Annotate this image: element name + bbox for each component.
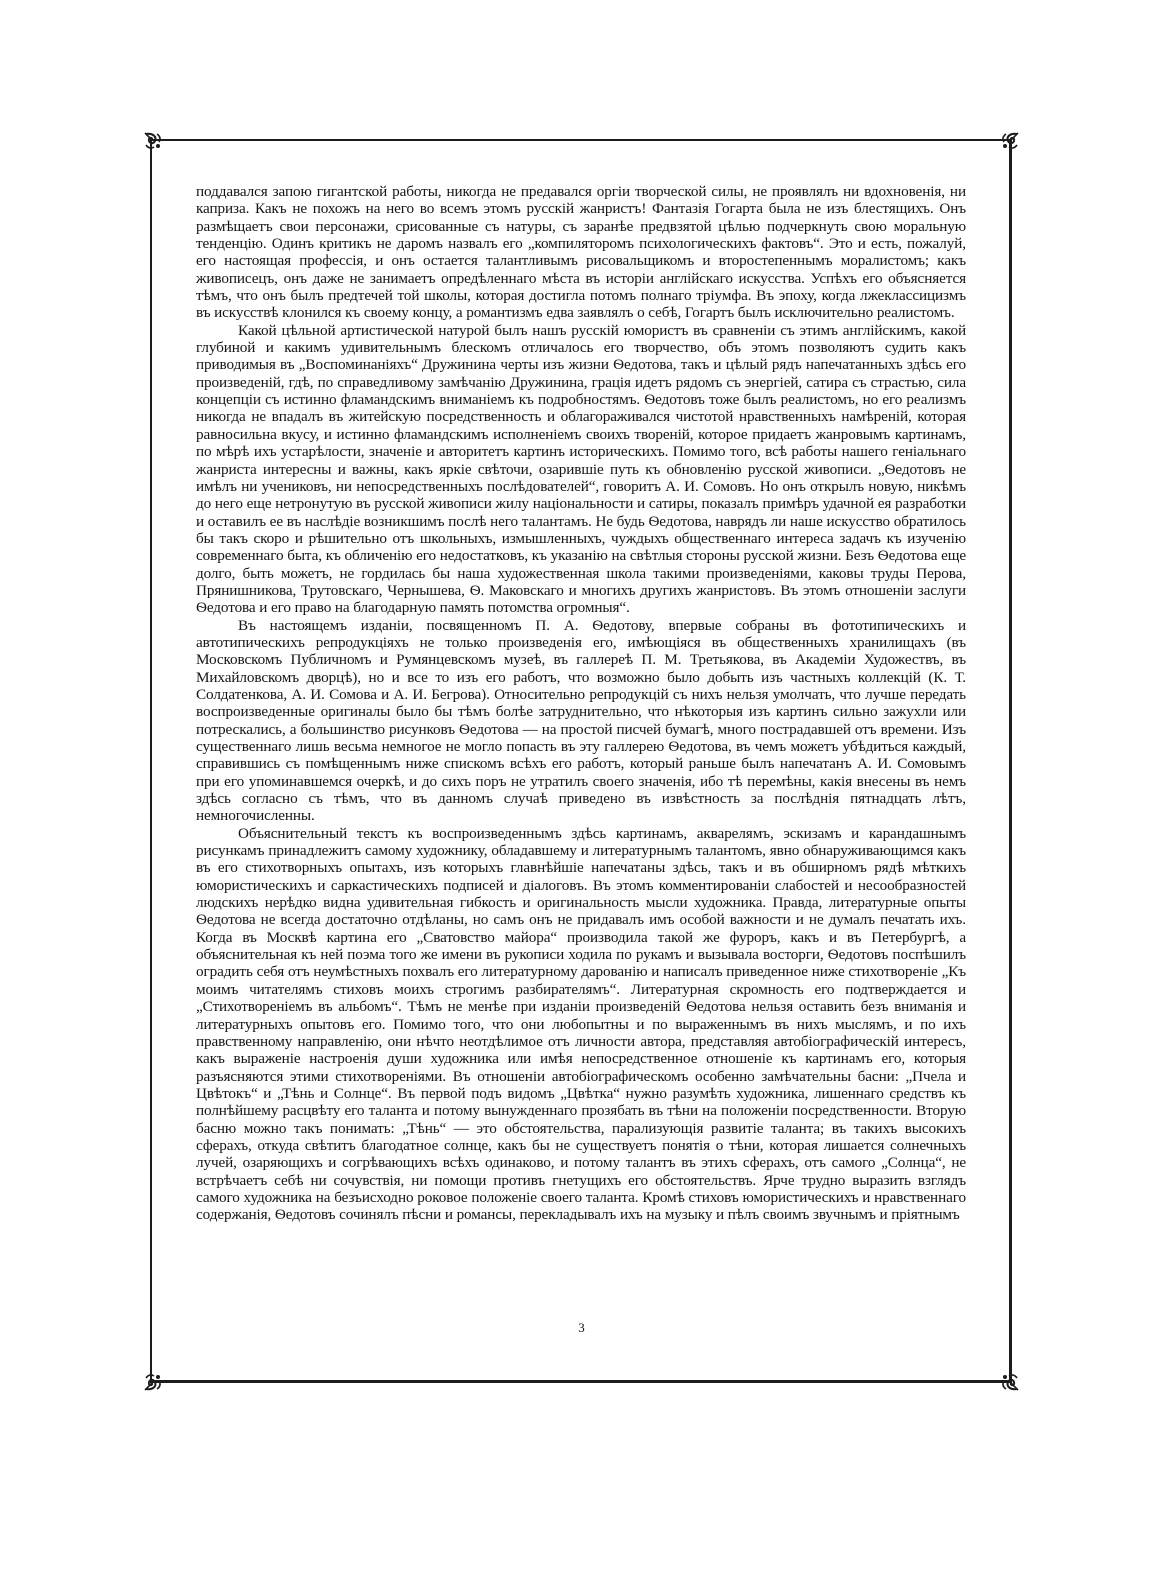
corner-ornament-icon <box>143 131 165 153</box>
corner-ornament-icon <box>998 131 1020 153</box>
paragraph: Объяснительный текстъ къ воспроизведеннымъ здѣсь картинамъ, акварелямъ, эскизамъ и карандашнымъ рисункамъ принадлежитъ самому художнику, обладавшему и литературнымъ талантомъ, явно обнаруживающимся какъ въ его стихотворныхъ опытахъ, изъ которыхъ главнѣйшiе напечатаны здѣсь, такъ и въ обширномъ рядѣ мѣткихъ юмористическихъ и саркастическихъ подписей и дiалоговъ. Въ этомъ комментированiи слабостей и несообразностей людскихъ нерѣдко видна удивительная гибкость и оригинальность мысли художника. Правда, литературные опыты Ѳедотова не всегда достаточно отдѣланы, но самъ онъ не придавалъ имъ особой важности и не думалъ печатать ихъ. Когда въ Москвѣ картина его „Сватовство майора“ производила такой же фуроръ, какъ и въ Петербургѣ, а объяснительная къ ней поэма того же имени въ рукописи ходила по рукамъ и вызывала восторги, Ѳедотовъ поспѣшилъ оградить себя отъ неумѣстныхъ похвалъ его литературному дарованiю и написалъ приведенное ниже стихотворенiе „Къ моимъ читателямъ стиховъ моихъ строгимъ разбирателямъ“. Литературная скромность его подтверждается и „Стихотворенiемъ въ альбомъ“. Тѣмъ не менѣе при изданiи произведенiй Ѳедотова нельзя оставить безъ вниманiя и литературныхъ опытовъ его. Помимо того, что они любопытны и по выраженнымъ въ нихъ мыслямъ, и по ихъ правственному направленiю, они нѣчто неотдѣлимое отъ личности автора, представляя автобiографическiй интересъ, какъ выраженiе настроенiя души художника или имѣя непосредственное отношенiе къ картинамъ его, которыя разъясняются этими стихотворенiями. Въ отношенiи автобiографическомъ особенно замѣчательны басни: „Пчела и Цвѣтокъ“ и „Тѣнь и Солнце“. Въ первой подъ видомъ „Цвѣтка“ нужно разумѣть художника, лишеннаго средствъ къ полнѣйшему расцвѣту его таланта и потому вынужденнаго прозябать въ тѣни на положенiи посредственности. Вторую басню можно такъ понимать: „Тѣнь“ — это обстоятельства, парализующiя развитiе таланта; въ такихъ высокихъ сферахъ, откуда свѣтитъ благодатное солнце, какъ бы не существуетъ понятiя о тѣни, которая лишается солнечныхъ лучей, озаряющихъ и согрѣвающихъ всѣхъ одинаково, и потому талантъ въ этихъ сферахъ, отъ самого „Солнца“, не встрѣчаетъ себѣ ни сочувствiя, ни помощи противъ гнетущихъ его обстоятельствъ. Ярче трудно выразить взглядъ самого художника на безъисходно роковое положенiе своего таланта. Кромѣ стиховъ юмористическихъ и нравственнаго содержанiя, Ѳедотовъ сочинялъ пѣсни и романсы, перекладывалъ ихъ на музыку и пѣлъ своимъ звучнымъ и прiятнымъ <box>196 824 966 1224</box>
body-text <box>196 183 966 1328</box>
paragraph: Въ настоящемъ изданiи, посвященномъ П. А. Ѳедотову, впервые собраны въ фототипическихъ и автотипическихъ репродукцiяхъ не только произведенiя его, имѣющiяся въ общественныхъ хранилищахъ (въ Московскомъ Публичномъ и Румянцевскомъ музеѣ, въ галлереѣ П. М. Третьякова, въ Академiи Художествъ, въ Михайловскомъ дворцѣ), но и все то изъ его работъ, что возможно было добыть изъ частныхъ коллекцiй (К. Т. Солдатенкова, А. И. Сомова и А. И. Бегрова). Относительно репродукцiй съ нихъ нельзя умолчать, что лучше передать воспроизведенные оригиналы было бы тѣмъ болѣе затруднительно, что нѣкоторыя изъ картинъ сильно зажухли или потрескались, а большинство рисунковъ Ѳедотова — на простой писчей бумагѣ, много пострадавшей отъ времени. Изъ существеннаго лишь весьма немногое не могло попасть въ эту галлерею Ѳедотова, въ чемъ можетъ убѣдиться каждый, справившись съ помѣщеннымъ ниже спискомъ всѣхъ его работъ, который раньше былъ напечатанъ А. И. Сомовымъ при его упоминавшемся очеркѣ, и до сихъ поръ не утратилъ своего значенiя, ибо тѣ перемѣны, какiя внесены въ немъ здѣсь согласно съ тѣмъ, что въ данномъ случаѣ приведено въ извѣстность за послѣднiя пятнадцать лѣтъ, немногочисленны. <box>196 616 966 825</box>
page-number: 3 <box>578 1320 585 1335</box>
paragraph: Какой цѣльной артистической натурой былъ нашъ русскiй юмористъ въ сравненiи съ этимъ англiйскимъ, какой глубиной и какимъ удивительнымъ блескомъ отличалось его творчество, объ этомъ позволяютъ судить какъ приводимыя въ „Воспоминанiяхъ“ Дружинина черты изъ жизни Ѳедотова, такъ и цѣлый рядъ напечатанныхъ здѣсь его произведенiй, гдѣ, по справедливому замѣчанiю Дружинина, грацiя идетъ рядомъ съ энергiей, сатира съ страстью, сила концепцiи съ истинно фламандскимъ вниманiемъ къ подробностямъ. Ѳедотовъ тоже былъ реалистомъ, но его реализмъ никогда не впадалъ въ житейскую посредственность и облагораживался чистотой нравственныхъ намѣренiй, которая равносильна вкусу, и истинно фламандскимъ исполненiемъ своихъ творенiй, которое придаетъ жанровымъ картинамъ, по мѣрѣ ихъ устарѣлости, значенiе и авторитетъ картинъ историческихъ. Помимо того, всѣ работы нашего генiальнаго жанриста интересны и важны, какъ яркiе свѣточи, озарившiе путь къ обновленiю русской живописи. „Ѳедотовъ не имѣлъ ни учениковъ, ни непосредственныхъ послѣдователей“, говоритъ А. И. Сомовъ. Но онъ открылъ новую, никѣмъ до него еще нетронутую въ русской живописи жилу нацiональности и сатиры, показалъ примѣръ удачной ея разработки и оставилъ ее въ наслѣдiе возникшимъ послѣ него талантамъ. Не будь Ѳедотова, наврядъ ли наше искусство обратилось бы такъ скоро и рѣшительно отъ школьныхъ, измышленныхъ, чуждыхъ общественнаго интереса задачъ къ изученiю современнаго быта, къ обличенiю его недостатковъ, къ указанiю на свѣтлыя стороны русской жизни. Безъ Ѳедотова еще долго, быть можетъ, не гордилась бы наша художественная школа такими произведенiями, каковы труды Перова, Прянишникова, Трутовскаго, Чернышева, Ѳ. Маковскаго и многихъ другихъ жанристовъ. Въ этомъ отношенiи заслуги Ѳедотова и его право на благодарную память потомства огромныя“. <box>196 321 966 617</box>
corner-ornament-icon <box>998 1370 1020 1392</box>
paragraph: поддавался запою гигантской работы, никогда не предавался оргiи творческой силы, не проявлялъ ни вдохновенiя, ни каприза. Какъ не похожъ на него во всемъ этомъ русскiй жанристъ! Фантазiя Гогарта была не изъ блестящихъ. Онъ размѣщаетъ свои персонажи, срисованные съ натуры, съ заранѣе предвзятой цѣлью подчеркнуть свою моральную тенденцiю. Одинъ критикъ не даромъ назвалъ его „компиляторомъ психологическихъ фактовъ“. Это и есть, пожалуй, его настоящая профессiя, и онъ остается талантливымъ рисовальщикомъ и второстепеннымъ моралистомъ; какъ живописецъ, онъ даже не занимаетъ опредѣленнаго мѣста въ исторiи англiйскаго искусства. Успѣхъ его объясняется тѣмъ, что онъ былъ предтечей той школы, которая достигла потомъ полнаго трiумфа. Въ эпоху, когда лжеклассицизмъ въ искусствѣ клонился къ своему концу, а романтизмъ едва заявлялъ о себѣ, Гогартъ былъ исключительно реалистомъ. <box>196 183 966 322</box>
corner-ornament-icon <box>143 1370 165 1392</box>
